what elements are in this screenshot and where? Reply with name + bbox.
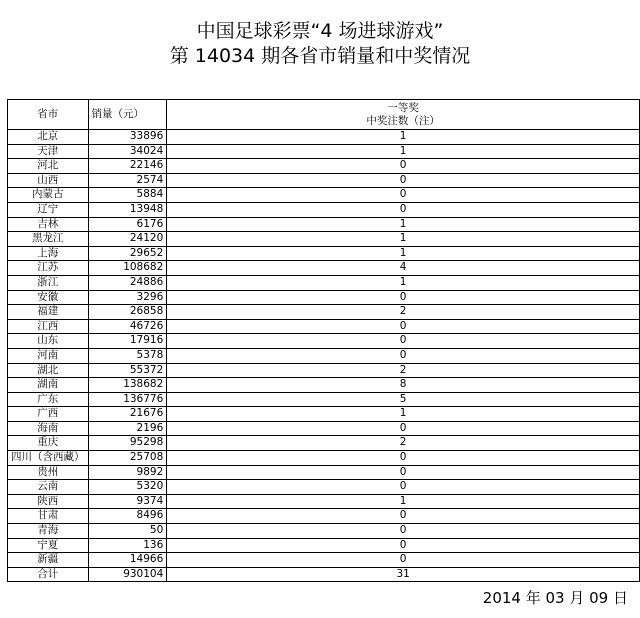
cell-winners: 2 <box>167 363 640 378</box>
cell-sales: 17916 <box>88 334 167 349</box>
cell-winners: 0 <box>167 188 640 203</box>
sales-table <box>7 99 640 582</box>
cell-sales: 5378 <box>88 348 167 363</box>
cell-province: 合计 <box>8 567 89 582</box>
cell-province: 吉林 <box>8 217 89 232</box>
cell-sales: 50 <box>88 524 167 539</box>
cell-winners: 1 <box>167 494 640 509</box>
table-row <box>8 509 640 524</box>
table-row <box>8 436 640 451</box>
table-row <box>8 407 640 422</box>
header-prize <box>167 100 640 130</box>
cell-winners: 0 <box>167 334 640 349</box>
cell-sales: 2574 <box>88 173 167 188</box>
cell-winners: 0 <box>167 524 640 539</box>
cell-province: 天津 <box>8 144 89 159</box>
cell-province: 浙江 <box>8 275 89 290</box>
table-row <box>8 465 640 480</box>
table-row <box>8 144 640 159</box>
cell-winners: 0 <box>167 480 640 495</box>
cell-province: 山西 <box>8 173 89 188</box>
cell-province: 上海 <box>8 246 89 261</box>
cell-winners: 1 <box>167 144 640 159</box>
table-row <box>8 553 640 568</box>
table-row <box>8 202 640 217</box>
cell-sales: 33896 <box>88 130 167 145</box>
cell-winners: 0 <box>167 173 640 188</box>
table-row <box>8 130 640 145</box>
table-row <box>8 261 640 276</box>
cell-winners: 0 <box>167 319 640 334</box>
cell-sales: 34024 <box>88 144 167 159</box>
header-sales: 销量（元） <box>88 100 167 130</box>
cell-sales: 95298 <box>88 436 167 451</box>
cell-province: 内蒙古 <box>8 188 89 203</box>
cell-province: 湖北 <box>8 363 89 378</box>
cell-sales: 3296 <box>88 290 167 305</box>
cell-sales: 25708 <box>88 451 167 466</box>
page-title-line2: 第 14034 期各省市销量和中奖情况 <box>169 45 471 67</box>
page-title-line1: 中国足球彩票“4 场进球游戏” <box>196 20 444 42</box>
cell-sales: 29652 <box>88 246 167 261</box>
cell-province: 辽宁 <box>8 202 89 217</box>
cell-winners: 1 <box>167 130 640 145</box>
cell-province: 山东 <box>8 334 89 349</box>
cell-winners: 1 <box>167 407 640 422</box>
table-row <box>8 275 640 290</box>
cell-province: 河北 <box>8 159 89 174</box>
cell-sales: 46726 <box>88 319 167 334</box>
cell-winners: 0 <box>167 290 640 305</box>
cell-winners: 5 <box>167 392 640 407</box>
table-row <box>8 480 640 495</box>
cell-province: 湖南 <box>8 378 89 393</box>
cell-sales: 8496 <box>88 509 167 524</box>
cell-province: 重庆 <box>8 436 89 451</box>
cell-winners: 1 <box>167 275 640 290</box>
table-row <box>8 348 640 363</box>
cell-sales: 14966 <box>88 553 167 568</box>
table-row <box>8 232 640 247</box>
cell-winners: 0 <box>167 465 640 480</box>
cell-winners: 0 <box>167 202 640 217</box>
header-province: 省市 <box>8 100 89 130</box>
cell-province: 广西 <box>8 407 89 422</box>
table-row <box>8 451 640 466</box>
table-row <box>8 392 640 407</box>
cell-sales: 55372 <box>88 363 167 378</box>
cell-sales: 138682 <box>88 378 167 393</box>
cell-sales: 930104 <box>88 567 167 582</box>
header-prize-line1: 一等奖 <box>387 101 419 114</box>
table-row <box>8 319 640 334</box>
cell-province: 海南 <box>8 421 89 436</box>
table-row <box>8 159 640 174</box>
table-row <box>8 538 640 553</box>
cell-province: 黑龙江 <box>8 232 89 247</box>
cell-winners: 0 <box>167 348 640 363</box>
table-row <box>8 494 640 509</box>
table-row <box>8 567 640 582</box>
cell-province: 福建 <box>8 305 89 320</box>
cell-sales: 2196 <box>88 421 167 436</box>
cell-province: 青海 <box>8 524 89 539</box>
cell-sales: 21676 <box>88 407 167 422</box>
table-row <box>8 334 640 349</box>
cell-province: 甘肃 <box>8 509 89 524</box>
table-row <box>8 305 640 320</box>
date-label: 2014 年 03 月 09 日 <box>482 589 628 607</box>
table-header-row <box>8 100 640 130</box>
cell-province: 广东 <box>8 392 89 407</box>
cell-province: 四川（含西藏） <box>8 451 89 466</box>
cell-sales: 9892 <box>88 465 167 480</box>
cell-province: 江西 <box>8 319 89 334</box>
table-row <box>8 217 640 232</box>
cell-province: 陕西 <box>8 494 89 509</box>
cell-sales: 6176 <box>88 217 167 232</box>
cell-sales: 5884 <box>88 188 167 203</box>
cell-sales: 13948 <box>88 202 167 217</box>
table-row <box>8 290 640 305</box>
cell-province: 贵州 <box>8 465 89 480</box>
cell-winners: 0 <box>167 553 640 568</box>
table-row <box>8 421 640 436</box>
cell-winners: 0 <box>167 509 640 524</box>
cell-winners: 1 <box>167 232 640 247</box>
table-row <box>8 524 640 539</box>
cell-province: 河南 <box>8 348 89 363</box>
cell-sales: 24120 <box>88 232 167 247</box>
cell-winners: 0 <box>167 451 640 466</box>
table-row <box>8 246 640 261</box>
table-row <box>8 173 640 188</box>
cell-sales: 22146 <box>88 159 167 174</box>
cell-province: 江苏 <box>8 261 89 276</box>
cell-sales: 24886 <box>88 275 167 290</box>
cell-winners: 2 <box>167 305 640 320</box>
cell-winners: 0 <box>167 159 640 174</box>
cell-winners: 4 <box>167 261 640 276</box>
cell-province: 云南 <box>8 480 89 495</box>
cell-province: 安徽 <box>8 290 89 305</box>
header-prize-line2: 中奖注数（注） <box>366 114 440 127</box>
cell-winners: 8 <box>167 378 640 393</box>
cell-sales: 9374 <box>88 494 167 509</box>
cell-winners: 0 <box>167 538 640 553</box>
cell-winners: 1 <box>167 217 640 232</box>
table-row <box>8 188 640 203</box>
cell-sales: 5320 <box>88 480 167 495</box>
cell-sales: 136 <box>88 538 167 553</box>
table-body <box>8 130 640 582</box>
cell-sales: 108682 <box>88 261 167 276</box>
cell-province: 北京 <box>8 130 89 145</box>
table-row <box>8 363 640 378</box>
cell-winners: 31 <box>167 567 640 582</box>
table-row <box>8 378 640 393</box>
cell-winners: 0 <box>167 421 640 436</box>
cell-province: 宁夏 <box>8 538 89 553</box>
cell-sales: 26858 <box>88 305 167 320</box>
cell-winners: 1 <box>167 246 640 261</box>
cell-province: 新疆 <box>8 553 89 568</box>
cell-winners: 2 <box>167 436 640 451</box>
cell-sales: 136776 <box>88 392 167 407</box>
